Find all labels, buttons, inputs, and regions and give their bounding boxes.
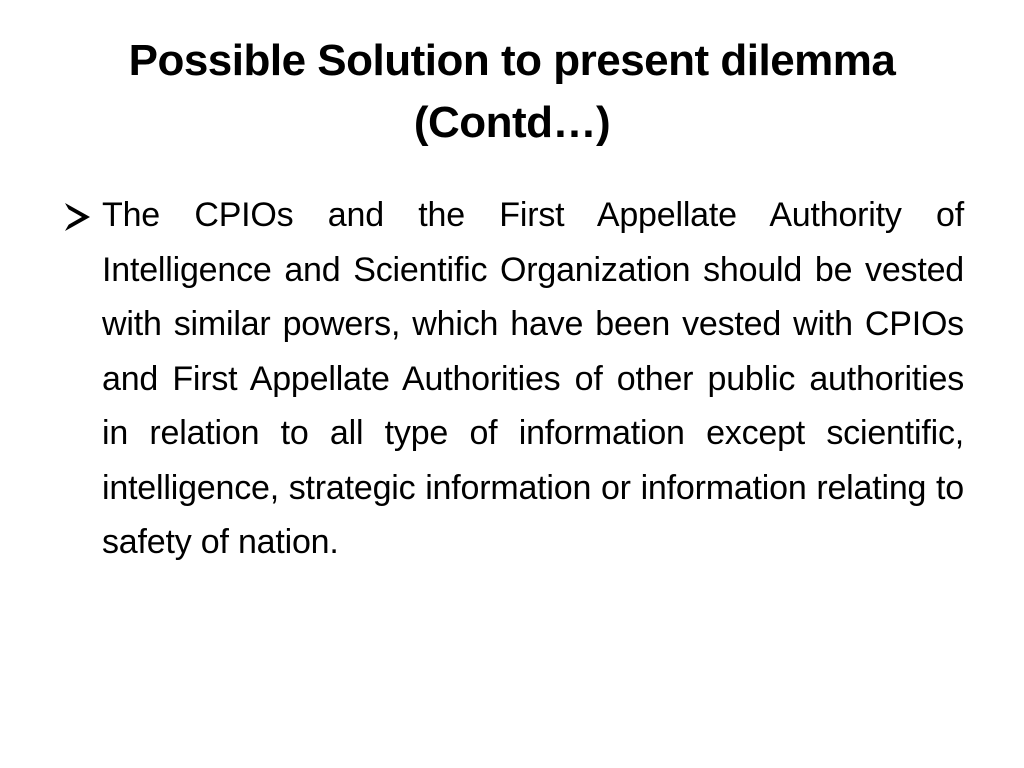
title-line-1: Possible Solution to present dilemma: [128, 36, 896, 85]
title-line-2: (Contd…): [413, 98, 611, 147]
slide-title: [40, 30, 984, 154]
bullet-text: The CPIOs and the First Appellate Authority of Intelligence and Scientific Organization should be vested with similar powers, which have been vested with CPIOs and First Appellate Authorities of other public authorities in relation to all type of information except scientific, intelligence, strategic information or information relating to safety of nation.: [102, 196, 964, 561]
bullet-item: [62, 188, 964, 570]
arrow-bullet-icon: [62, 200, 94, 234]
slide-body: [62, 188, 964, 570]
